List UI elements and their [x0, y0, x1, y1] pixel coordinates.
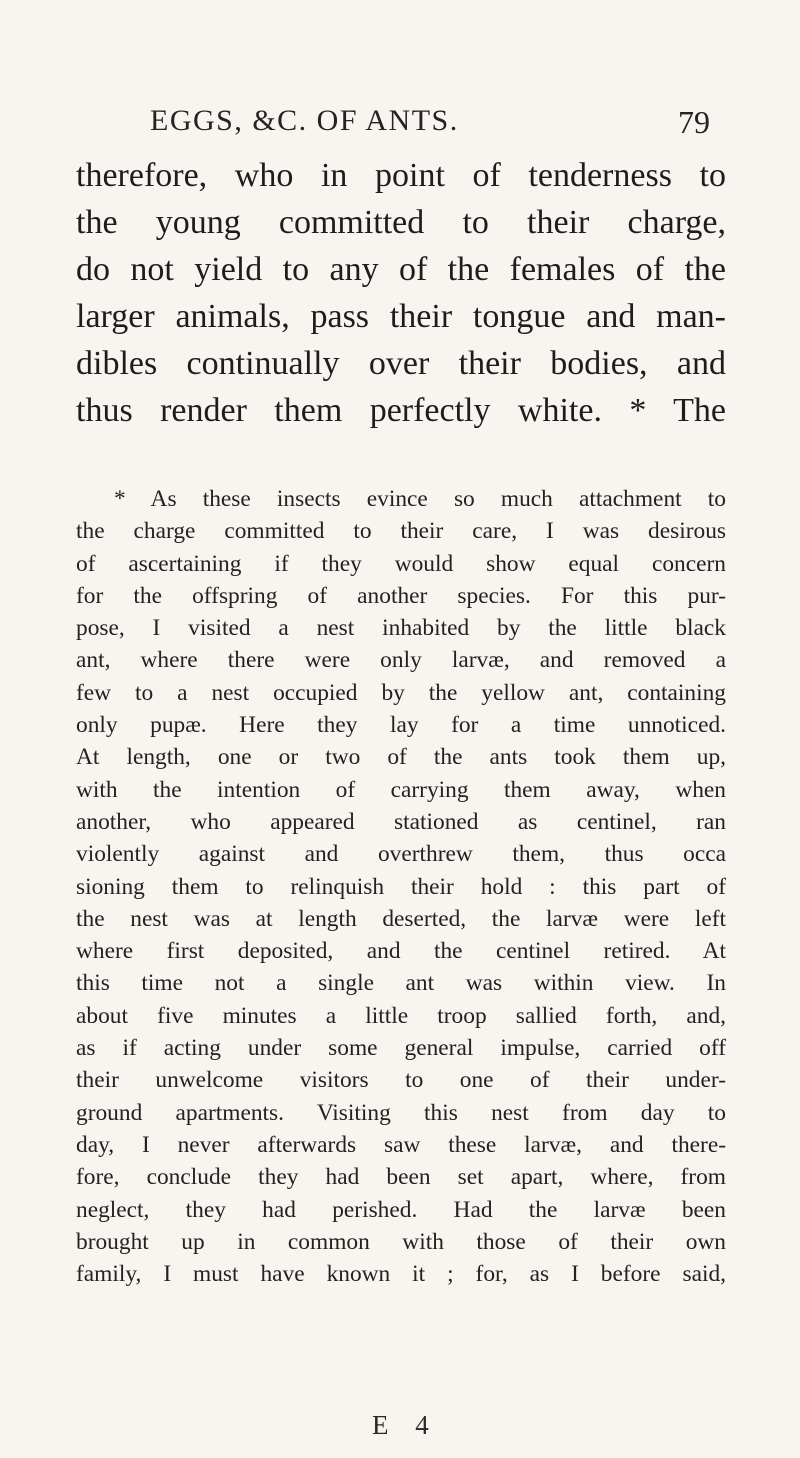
footnote-line: At length, one or two of the ants took them up, — [76, 744, 726, 771]
running-head — [150, 104, 710, 144]
footnote-line: day, I never afterwards saw these larvæ, and there- — [76, 1131, 726, 1158]
footnote-line: * As these insects evince so much attachment to — [114, 486, 726, 512]
footnote-line: another, who appeared stationed as centinel, ran — [76, 808, 726, 835]
footnote-line: family, I must have known it ; for, as I before said, — [76, 1261, 726, 1288]
footnote-line: few to a nest occupied by the yellow ant, containing — [76, 679, 726, 706]
footnote-line: violently against and overthrew them, thus occa — [76, 841, 726, 868]
body-line: therefore, who in point of tenderness to — [76, 157, 726, 194]
footnote-line: this time not a single ant was within view. In — [76, 970, 726, 997]
footnote-line: their unwelcome visitors to one of their under- — [76, 1067, 726, 1094]
page-number: 79 — [678, 104, 710, 140]
signature-mark: E 4 — [372, 1410, 439, 1440]
body-line: dibles continually over their bodies, and — [76, 345, 726, 382]
body-line: do not yield to any of the females of the — [76, 251, 726, 288]
footnote — [76, 483, 726, 1290]
body-line: thus render them perfectly white. * The — [76, 392, 726, 429]
body-line: the young committed to their charge, — [76, 204, 726, 241]
footnote-line: fore, conclude they had been set apart, where, from — [76, 1164, 726, 1191]
footnote-line: the charge committed to their care, I was desirous — [76, 518, 726, 545]
footnote-line: where first deposited, and the centinel retired. At — [76, 938, 726, 965]
footnote-line: brought up in common with those of their own — [76, 1228, 726, 1255]
footnote-line: sioning them to relinquish their hold : this part of — [76, 873, 726, 900]
footnote-line: neglect, they had perished. Had the larvæ been — [76, 1196, 726, 1223]
footnote-line: with the intention of carrying them away, when — [76, 776, 726, 803]
footnote-line: pose, I visited a nest inhabited by the little black — [76, 615, 726, 642]
footnote-line: only pupæ. Here they lay for a time unnoticed. — [76, 712, 726, 739]
body-line: larger animals, pass their tongue and man- — [76, 298, 726, 335]
body-text — [76, 152, 726, 434]
footnote-line: for the offspring of another species. For this pur- — [76, 582, 726, 609]
footnote-line: of ascertaining if they would show equal concern — [76, 550, 726, 577]
footnote-line: ant, where there were only larvæ, and removed a — [76, 647, 726, 674]
footnote-line: as if acting under some general impulse, carried off — [76, 1035, 726, 1062]
footnote-line: about five minutes a little troop sallied forth, and, — [76, 1002, 726, 1029]
running-title: EGGS, &C. OF ANTS. — [150, 104, 459, 137]
footnote-line: ground apartments. Visiting this nest from day to — [76, 1099, 726, 1126]
footnote-line: the nest was at length deserted, the larvæ were left — [76, 905, 726, 932]
